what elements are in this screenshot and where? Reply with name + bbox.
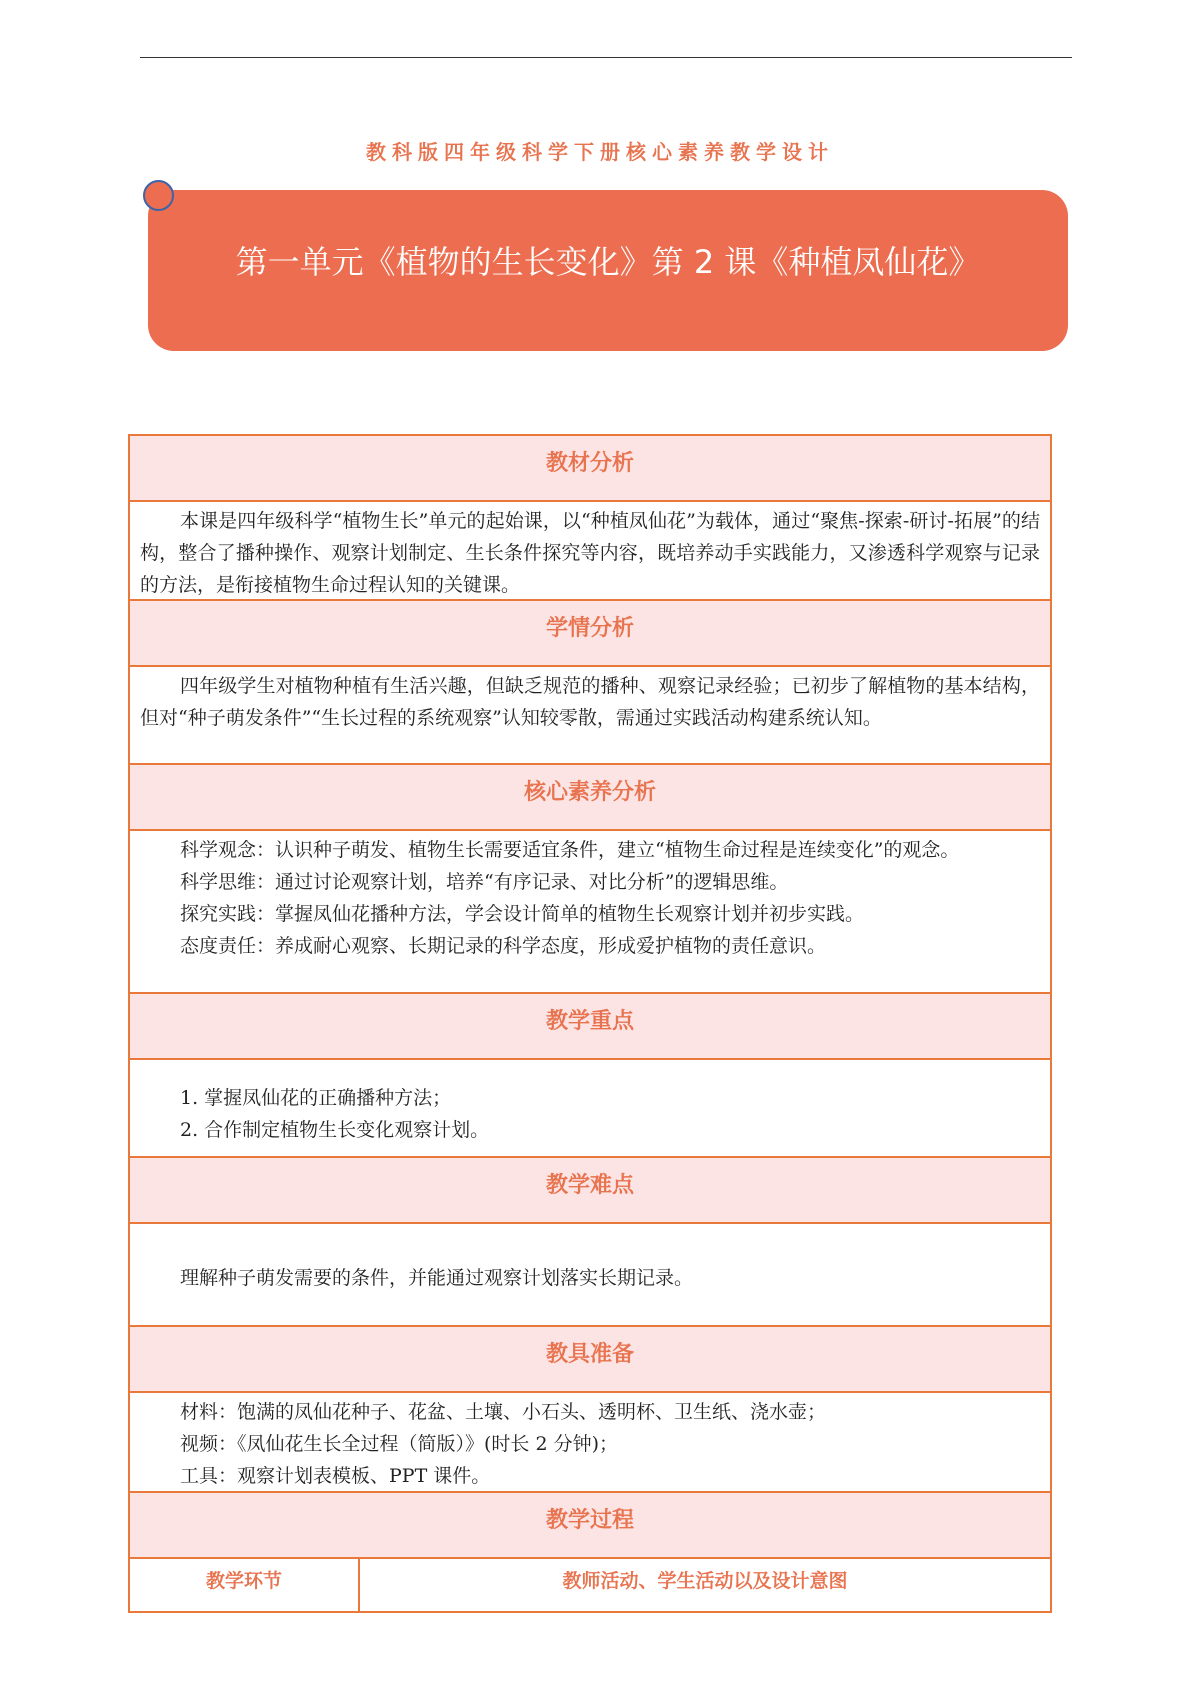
section-heading-material: 教材分析	[130, 436, 1050, 502]
section-heading-process: 教学过程	[130, 1493, 1050, 1559]
column-header-activity: 教师活动、学生活动以及设计意图	[562, 1570, 848, 1592]
literacy-item: 科学观念：认识种子萌发、植物生长需要适宜条件，建立“植物生命过程是连续变化”的观念。	[180, 839, 960, 861]
material-analysis-text: 本课是四年级科学“植物生长”单元的起始课，以“种植凤仙花”为载体，通过“聚焦-探索-研讨-拓展”的结构，整合了播种操作、观察计划制定、生长条件探究等内容，既培养动手实践能力，又渗透科学观察与记录的方法，是衔接植物生命过程认知的关键课。	[140, 510, 1040, 596]
section-body-key-points	[130, 1060, 1050, 1158]
decorative-dot	[143, 180, 174, 211]
literacy-item: 态度责任：养成耐心观察、长期记录的科学态度，形成爱护植物的责任意识。	[180, 935, 827, 957]
tools-item: 视频：《凤仙花生长全过程（简版）》(时长 2 分钟)；	[180, 1433, 618, 1455]
section-heading-literacy: 核心素养分析	[130, 765, 1050, 831]
lesson-plan-table	[128, 434, 1052, 1613]
section-body-difficulty	[130, 1224, 1050, 1327]
section-heading-key-points: 教学重点	[130, 994, 1050, 1060]
difficulty-text: 理解种子萌发需要的条件，并能通过观察计划落实长期记录。	[180, 1267, 694, 1289]
section-heading-students: 学情分析	[130, 601, 1050, 667]
lesson-title: 第一单元《植物的生长变化》第 2 课《种植凤仙花》	[235, 242, 981, 281]
lesson-title-banner	[148, 190, 1068, 351]
column-header-stage: 教学环节	[130, 1559, 360, 1611]
section-body-material	[130, 502, 1050, 601]
key-point-item: 1. 掌握凤仙花的正确播种方法；	[180, 1087, 452, 1109]
section-heading-difficulty: 教学难点	[130, 1158, 1050, 1224]
section-body-students	[130, 667, 1050, 765]
section-heading-tools: 教具准备	[130, 1327, 1050, 1393]
section-body-literacy	[130, 831, 1050, 994]
header-rule	[140, 57, 1072, 58]
tools-item: 材料：饱满的凤仙花种子、花盆、土壤、小石头、透明杯、卫生纸、浇水壶；	[180, 1401, 827, 1423]
literacy-item: 探究实践：掌握凤仙花播种方法，学会设计简单的植物生长观察计划并初步实践。	[180, 903, 865, 925]
student-analysis-text: 四年级学生对植物种植有生活兴趣，但缺乏规范的播种、观察记录经验；已初步了解植物的基本结构，但对“种子萌发条件”“生长过程的系统观察”认知较零散，需通过实践活动构建系统认知。	[140, 675, 1040, 729]
literacy-item: 科学思维：通过讨论观察计划，培养“有序记录、对比分析”的逻辑思维。	[180, 871, 789, 893]
tools-item: 工具：观察计划表模板、PPT 课件。	[180, 1465, 491, 1487]
key-point-item: 2. 合作制定植物生长变化观察计划。	[180, 1119, 490, 1141]
document-subtitle: 教科版四年级科学下册核心素养教学设计	[366, 140, 834, 164]
section-body-tools	[130, 1393, 1050, 1493]
process-header-row	[130, 1559, 1050, 1611]
